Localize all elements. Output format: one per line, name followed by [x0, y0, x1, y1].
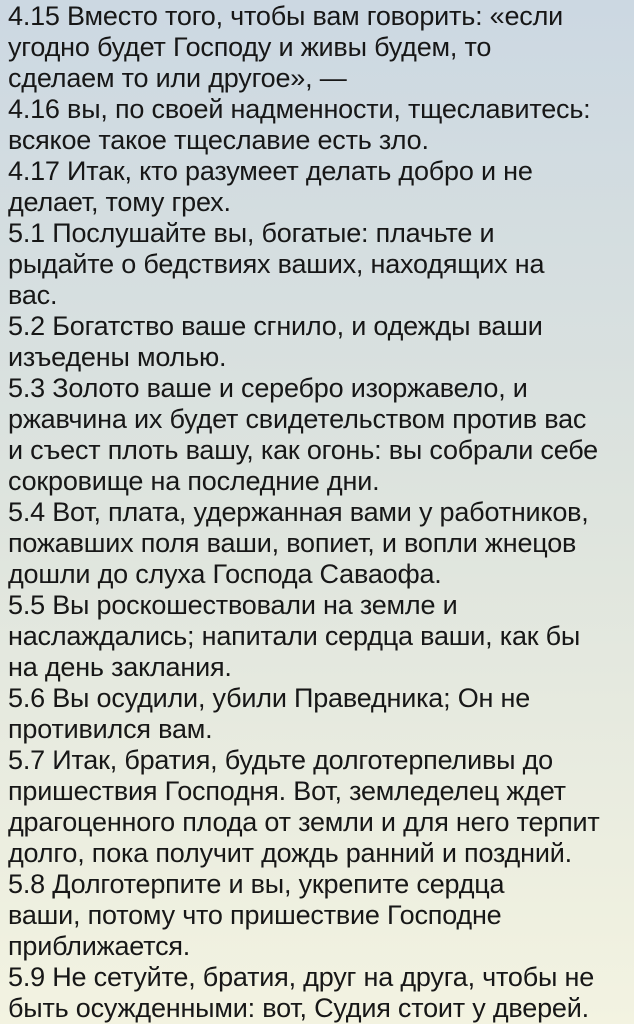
- verse-4.17: [8, 156, 634, 218]
- verse-5.5: [8, 590, 634, 683]
- verse-line: ржавчина их будет свидетельством против вас: [8, 404, 587, 434]
- verse-line: пожавших поля ваши, вопиет, и вопли жнецов: [8, 528, 577, 558]
- verse-line: 5.5 Вы роскошествовали на земле и: [8, 590, 458, 620]
- verse-line: наслаждались; напитали сердца ваши, как бы: [8, 621, 581, 651]
- verse-line: долго, пока получит дождь ранний и поздний.: [8, 838, 572, 868]
- verse-line: противился вам.: [8, 714, 213, 744]
- verse-line: 4.16 вы, по своей надменности, тщеславитесь:: [8, 94, 591, 124]
- verse-line: ваши, потому что пришествие Господне: [8, 900, 502, 930]
- verse-line: и съест плоть вашу, как огонь: вы собрали себе: [8, 435, 598, 465]
- verse-line: всякое такое тщеславие есть зло.: [8, 125, 429, 155]
- verse-line: приближается.: [8, 931, 191, 961]
- verse-line: 5.2 Богатство ваше сгнило, и одежды ваши: [8, 311, 543, 341]
- verse-text-block: [8, 1, 634, 1024]
- verse-line: 5.6 Вы осудили, убили Праведника; Он не: [8, 683, 531, 713]
- verse-line: угодно будет Господу и живы будем, то: [8, 32, 492, 62]
- verse-line: 5.8 Долготерпите и вы, укрепите сердца: [8, 869, 505, 899]
- verse-line: на день заклания.: [8, 652, 232, 682]
- verse-5.7: [8, 745, 634, 869]
- verse-4.16: [8, 94, 634, 156]
- verse-5.2: [8, 311, 634, 373]
- verse-5.1: [8, 218, 634, 311]
- verse-line: 5.4 Вот, плата, удержанная вами у работников,: [8, 497, 589, 527]
- verse-5.9: [8, 962, 634, 1024]
- verse-line: 5.1 Послушайте вы, богатые: плачьте и: [8, 218, 495, 248]
- verse-line: драгоценного плода от земли и для него терпит: [8, 807, 600, 837]
- verse-line: сокровище на последние дни.: [8, 466, 380, 496]
- verse-5.4: [8, 497, 634, 590]
- verse-5.8: [8, 869, 634, 962]
- verse-line: делает, тому грех.: [8, 187, 231, 217]
- verse-line: сделаем то или другое», —: [8, 63, 347, 93]
- verse-5.6: [8, 683, 634, 745]
- verse-line: дошли до слуха Господа Саваофа.: [8, 559, 442, 589]
- verse-line: 4.15 Вместо того, чтобы вам говорить: «если: [8, 1, 564, 31]
- verse-4.15: [8, 1, 634, 94]
- verse-5.3: [8, 373, 634, 497]
- verse-line: изъедены молью.: [8, 342, 227, 372]
- verse-line: быть осужденными: вот, Судия стоит у дверей.: [8, 993, 589, 1023]
- verse-line: 5.3 Золото ваше и серебро изоржавело, и: [8, 373, 528, 403]
- verse-line: 5.9 Не сетуйте, братия, друг на друга, чтобы не: [8, 962, 595, 992]
- verse-line: вас.: [8, 280, 58, 310]
- verse-line: 5.7 Итак, братия, будьте долготерпеливы до: [8, 745, 553, 775]
- verse-line: 4.17 Итак, кто разумеет делать добро и не: [8, 156, 533, 186]
- verse-line: пришествия Господня. Вот, земледелец ждет: [8, 776, 566, 806]
- verse-line: рыдайте о бедствиях ваших, находящих на: [8, 249, 545, 279]
